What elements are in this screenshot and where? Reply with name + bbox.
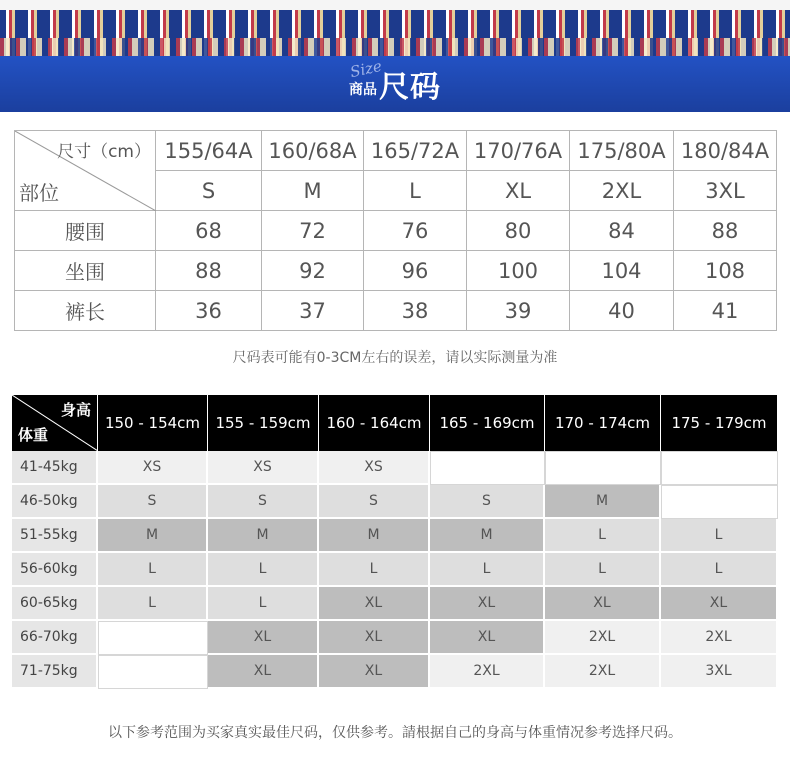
size-label: S (156, 171, 262, 211)
size-code: 175/80A (570, 131, 674, 171)
reference-note: 以下参考范围为买家真实最佳尺码，仅供参考。請根据自己的身高与体重情况参考选择尺码。 (108, 725, 682, 741)
size-table-row-hip (15, 251, 777, 291)
height-header: 165 - 169cm (430, 395, 545, 451)
size-recommendation-cell: XS (319, 451, 430, 485)
weight-label: 46-50kg (12, 485, 98, 519)
measure-cell: 76 (364, 211, 467, 251)
recommend-row (12, 485, 778, 519)
size-recommendation-cell: 2XL (661, 621, 778, 655)
measure-cell: 68 (156, 211, 262, 251)
size-recommendation-cell: 2XL (545, 621, 661, 655)
size-recommendation-cell: S (430, 485, 545, 519)
size-label: 2XL (570, 171, 674, 211)
recommend-row (12, 655, 778, 689)
size-recommendation-cell: XL (430, 587, 545, 621)
measure-cell: 92 (262, 251, 364, 291)
corner-label-part: 部位 (19, 181, 59, 205)
size-recommendation-cell (98, 621, 208, 655)
title-small: 商品 (349, 82, 377, 98)
measure-cell: 88 (156, 251, 262, 291)
size-recommendation-cell: XL (430, 621, 545, 655)
corner-label-weight: 体重 (18, 426, 49, 444)
recommend-table (12, 395, 778, 689)
size-recommendation-cell: 2XL (430, 655, 545, 689)
recommend-corner (12, 395, 98, 451)
recommend-row (12, 621, 778, 655)
size-recommendation-cell: S (208, 485, 319, 519)
size-table (14, 130, 777, 331)
size-table-code-row (15, 131, 777, 171)
size-label: XL (467, 171, 570, 211)
size-recommendation-cell: M (319, 519, 430, 553)
size-label: M (262, 171, 364, 211)
size-table-row-waist (15, 211, 777, 251)
size-code: 160/68A (262, 131, 364, 171)
size-code: 165/72A (364, 131, 467, 171)
height-header: 170 - 174cm (545, 395, 661, 451)
size-recommendation-cell: XL (545, 587, 661, 621)
size-table-row-length (15, 291, 777, 331)
measurement-note: 尺码表可能有0-3CM左右的误差，请以实际测量为准 (232, 350, 558, 366)
measure-cell: 38 (364, 291, 467, 331)
size-recommendation-cell: L (661, 519, 778, 553)
size-recommendation-cell: L (208, 553, 319, 587)
size-recommendation-cell: M (208, 519, 319, 553)
size-recommendation-cell: M (98, 519, 208, 553)
page-title (0, 56, 790, 112)
size-recommendation-cell: XL (319, 621, 430, 655)
size-label: 3XL (674, 171, 777, 211)
corner-label-dimension: 尺寸（cm） (57, 142, 151, 162)
measure-cell: 41 (674, 291, 777, 331)
size-recommendation-cell: L (98, 587, 208, 621)
size-recommendation-cell: L (545, 519, 661, 553)
size-recommendation-cell: L (661, 553, 778, 587)
recommend-row (12, 587, 778, 621)
size-recommendation-cell: XS (208, 451, 319, 485)
weight-label: 41-45kg (12, 451, 98, 485)
size-recommendation-cell (430, 451, 545, 485)
corner-label-height: 身高 (60, 401, 91, 419)
size-recommendation-cell (661, 451, 778, 485)
row-label-length: 裤长 (15, 291, 156, 331)
size-recommendation-cell (545, 451, 661, 485)
size-label: L (364, 171, 467, 211)
height-header: 160 - 164cm (319, 395, 430, 451)
weight-label: 60-65kg (12, 587, 98, 621)
recommend-row (12, 519, 778, 553)
title-big: 尺码 (379, 70, 441, 105)
size-recommendation-cell: L (545, 553, 661, 587)
row-label-waist: 腰围 (15, 211, 156, 251)
recommend-row (12, 553, 778, 587)
size-recommendation-cell: L (208, 587, 319, 621)
weight-label: 51-55kg (12, 519, 98, 553)
measure-cell: 100 (467, 251, 570, 291)
measure-cell: 40 (570, 291, 674, 331)
size-recommendation-cell: XL (661, 587, 778, 621)
size-recommendation-cell: XL (319, 655, 430, 689)
measure-cell: 108 (674, 251, 777, 291)
header-banner (0, 0, 790, 112)
size-recommendation-cell: L (430, 553, 545, 587)
size-recommendation-cell: S (98, 485, 208, 519)
size-recommendation-cell: M (430, 519, 545, 553)
weight-label: 66-70kg (12, 621, 98, 655)
size-code: 155/64A (156, 131, 262, 171)
measure-cell: 37 (262, 291, 364, 331)
weight-label: 71-75kg (12, 655, 98, 689)
row-label-hip: 坐围 (15, 251, 156, 291)
size-recommendation-cell: XL (319, 587, 430, 621)
size-recommendation-cell: L (319, 553, 430, 587)
recommend-body (12, 451, 778, 689)
measure-cell: 96 (364, 251, 467, 291)
size-recommendation-cell: 3XL (661, 655, 778, 689)
measure-cell: 39 (467, 291, 570, 331)
size-code: 170/76A (467, 131, 570, 171)
size-recommendation-cell: M (545, 485, 661, 519)
measure-cell: 104 (570, 251, 674, 291)
size-recommendation-cell: XL (208, 655, 319, 689)
size-recommendation-cell: L (98, 553, 208, 587)
size-recommendation-cell: 2XL (545, 655, 661, 689)
size-code: 180/84A (674, 131, 777, 171)
measure-cell: 84 (570, 211, 674, 251)
recommend-header-row (12, 395, 778, 451)
size-script-word: Size (348, 56, 384, 82)
measure-cell: 72 (262, 211, 364, 251)
size-recommendation-cell: S (319, 485, 430, 519)
height-header: 155 - 159cm (208, 395, 319, 451)
height-header: 175 - 179cm (661, 395, 778, 451)
measure-cell: 36 (156, 291, 262, 331)
size-recommendation-cell (661, 485, 778, 519)
measure-cell: 88 (674, 211, 777, 251)
size-table-corner (15, 131, 156, 211)
recommend-row (12, 451, 778, 485)
measure-cell: 80 (467, 211, 570, 251)
size-recommendation-cell (98, 655, 208, 689)
size-recommendation-cell: XL (208, 621, 319, 655)
size-recommendation-cell: XS (98, 451, 208, 485)
height-header: 150 - 154cm (98, 395, 208, 451)
weight-label: 56-60kg (12, 553, 98, 587)
decorative-pattern (0, 0, 790, 56)
